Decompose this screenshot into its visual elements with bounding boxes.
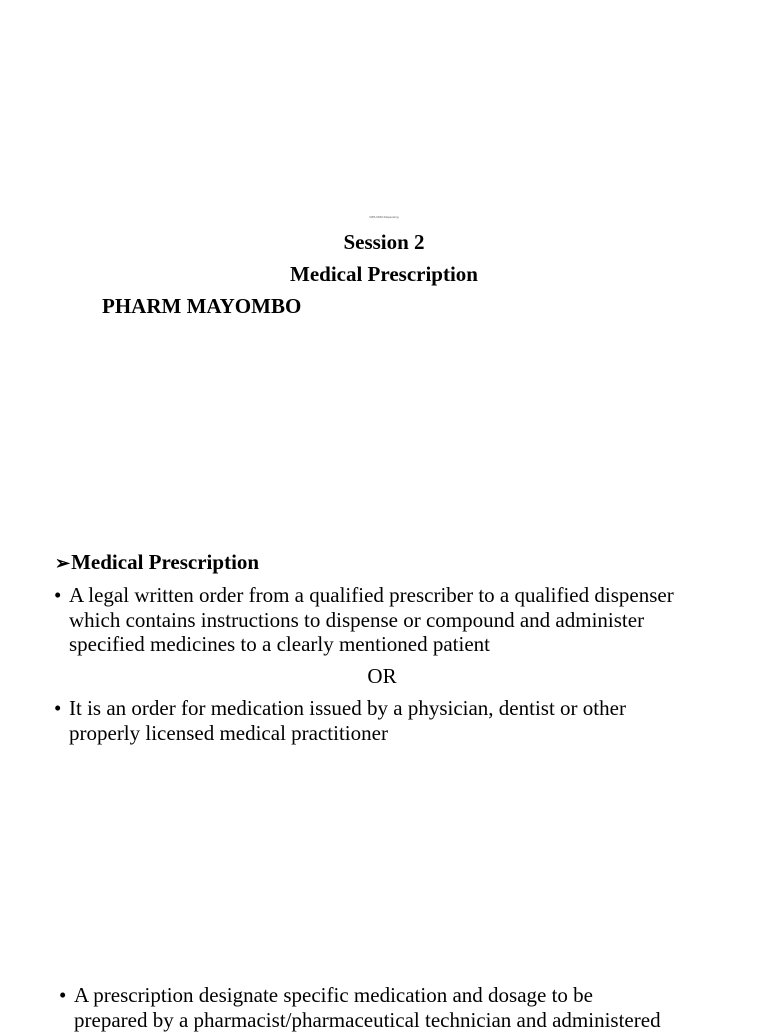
running-header: DIPLOMA Dispensing [0,215,768,219]
next-page-line-1: A prescription designate specific medication and dosage to be [74,983,719,1008]
page-title: Medical Prescription [0,261,768,287]
bullet-icon: • [54,583,61,608]
definition-item [54,583,694,657]
definition-text: It is an order for medication issued by a physician, dentist or other properly licensed medical practitioner [69,696,694,745]
section-heading-text: Medical Prescription [71,550,259,574]
section-heading [55,549,259,576]
author-name: PHARM MAYOMBO [102,293,301,319]
definition-text: A legal written order from a qualified prescriber to a qualified dispenser which contains instructions to dispense or compound and administer specified medicines to a clearly mentioned patient [69,583,694,657]
bullet-icon: • [59,983,66,1008]
or-separator: OR [0,663,764,689]
definition-item [54,696,694,745]
next-page-line-2: prepared by a pharmacist/pharmaceutical technician and administered [74,1008,719,1032]
session-label: Session 2 [0,229,768,255]
next-page-bullet [59,983,719,1032]
arrow-bullet-icon: ➢ [55,553,70,573]
bullet-icon: • [54,696,61,721]
